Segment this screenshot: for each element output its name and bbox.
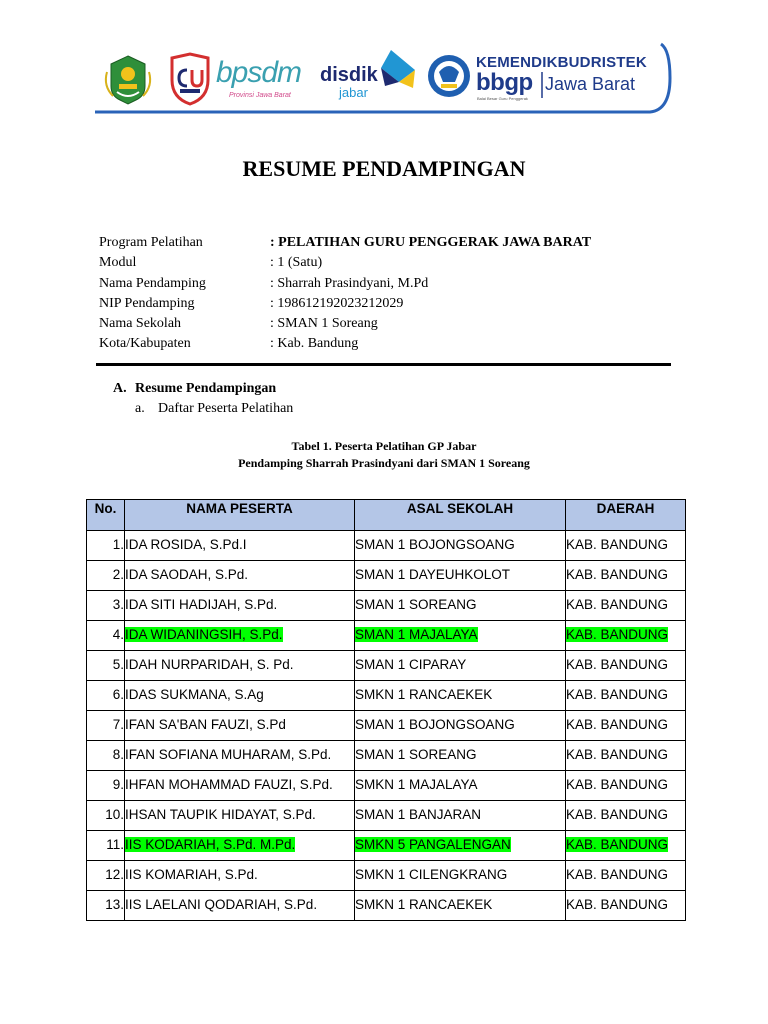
cell-no (87, 861, 125, 891)
table-row (87, 891, 686, 921)
cell-daerah (566, 891, 686, 921)
info-label: Program Pelatihan (99, 235, 203, 250)
cell-nama-text: IDA SITI HADIJAH, S.Pd. (125, 597, 278, 612)
column-header-sekolah: ASAL SEKOLAH (355, 500, 566, 531)
cell-sekolah (355, 711, 566, 741)
cell-nama-text: IDAS SUKMANA, S.Ag (125, 687, 264, 702)
bbgp-region-text: Jawa Barat (545, 74, 636, 94)
cell-no (87, 561, 125, 591)
header-logo-banner (95, 42, 672, 114)
info-value: : 198612192023212029 (270, 295, 404, 311)
cell-no (87, 681, 125, 711)
table-row (87, 561, 686, 591)
cell-daerah (566, 831, 686, 861)
bpsdm-logo-subtext: Provinsi Jawa Barat (229, 92, 291, 99)
cell-no-text: 12. (105, 867, 124, 882)
cell-nama-text: IDA ROSIDA, S.Pd.I (125, 537, 247, 552)
cell-daerah (566, 801, 686, 831)
cell-daerah (566, 531, 686, 561)
cell-no (87, 651, 125, 681)
cell-daerah (566, 711, 686, 741)
cell-daerah-text: KAB. BANDUNG (566, 657, 669, 672)
cell-no (87, 801, 125, 831)
cell-nama (125, 711, 355, 741)
cell-no-text: 9. (112, 777, 124, 792)
cell-nama-text: IDAH NURPARIDAH, S. Pd. (125, 657, 294, 672)
cell-no (87, 591, 125, 621)
table-row (87, 621, 686, 651)
cell-no (87, 711, 125, 741)
cell-no-text: 13. (105, 897, 124, 912)
jawa-barat-crest-icon (106, 56, 150, 104)
cell-no-text: 10. (105, 807, 124, 822)
section-title: Resume Pendampingan (135, 381, 277, 396)
cell-nama (125, 621, 355, 651)
cell-sekolah-text: SMAN 1 BOJONGSOANG (355, 717, 515, 732)
cell-no (87, 741, 125, 771)
cell-sekolah (355, 561, 566, 591)
cell-sekolah (355, 531, 566, 561)
cell-daerah (566, 591, 686, 621)
cell-sekolah (355, 891, 566, 921)
cell-no (87, 891, 125, 921)
cell-sekolah (355, 591, 566, 621)
cell-nama-text: IIS KODARIAH, S.Pd. M.Pd. (125, 837, 296, 852)
cell-nama (125, 561, 355, 591)
cell-no-text: 6. (112, 687, 124, 702)
cell-daerah (566, 621, 686, 651)
cell-sekolah (355, 771, 566, 801)
cell-daerah-text: KAB. BANDUNG (566, 747, 669, 762)
cell-no-text: 7. (112, 717, 124, 732)
cell-no (87, 531, 125, 561)
cell-no-text: 11. (106, 837, 124, 852)
cell-sekolah (355, 651, 566, 681)
bbgp-logo-text: bbgp (476, 69, 533, 96)
bpsdm-logo-text: bpsdm (216, 56, 302, 89)
cell-nama-text: IDA WIDANINGSIH, S.Pd. (125, 627, 283, 642)
tut-wuri-handayani-icon (428, 55, 470, 97)
cell-sekolah-text: SMKN 1 RANCAEKEK (355, 687, 493, 702)
cell-daerah (566, 861, 686, 891)
cell-no-text: 2. (112, 567, 124, 582)
cell-nama (125, 531, 355, 561)
disdik-logo-subtext: jabar (339, 85, 368, 100)
info-label: Nama Pendamping (99, 275, 206, 291)
table-body (87, 531, 686, 921)
cell-nama (125, 741, 355, 771)
table-row (87, 861, 686, 891)
info-label: Kota/Kabupaten (99, 336, 191, 352)
cell-nama-text: IHFAN MOHAMMAD FAUZI, S.Pd. (125, 777, 333, 792)
cell-daerah-text: KAB. BANDUNG (566, 807, 669, 822)
cell-daerah-text: KAB. BANDUNG (566, 777, 669, 792)
participants-table (86, 499, 686, 921)
table-row (87, 681, 686, 711)
cell-no-text: 1. (112, 537, 124, 552)
cell-sekolah (355, 801, 566, 831)
cell-daerah (566, 771, 686, 801)
table-row (87, 801, 686, 831)
cell-sekolah-text: SMAN 1 MAJALAYA (355, 627, 478, 642)
table-row (87, 531, 686, 561)
cell-nama (125, 651, 355, 681)
cell-sekolah (355, 741, 566, 771)
cell-nama (125, 771, 355, 801)
subsection-heading (135, 401, 293, 417)
disdik-logo-text: disdik (320, 64, 378, 86)
cell-daerah (566, 681, 686, 711)
cell-sekolah-text: SMKN 1 CILENGKRANG (355, 867, 508, 882)
cell-daerah-text: KAB. BANDUNG (566, 837, 669, 852)
info-value: : SMAN 1 Soreang (270, 316, 378, 332)
cu-shield-icon (172, 54, 208, 104)
table-row (87, 771, 686, 801)
table-row (87, 651, 686, 681)
table-row (87, 741, 686, 771)
cell-daerah-text: KAB. BANDUNG (566, 897, 669, 912)
info-label: NIP Pendamping (99, 295, 195, 311)
cell-nama-text: IIS LAELANI QODARIAH, S.Pd. (125, 897, 318, 912)
info-label: Nama Sekolah (99, 316, 182, 332)
document-title: RESUME PENDAMPINGAN (242, 156, 526, 181)
table-caption-subtitle: Pendamping Sharrah Prasindyani dari SMAN 1 Soreang (238, 456, 530, 470)
cell-no-text: 3. (112, 597, 124, 612)
info-divider (96, 363, 671, 366)
cell-daerah (566, 741, 686, 771)
cell-sekolah (355, 861, 566, 891)
info-value: : PELATIHAN GURU PENGGERAK JAWA BARAT (270, 235, 592, 250)
column-header-no: No. (87, 500, 125, 531)
cell-sekolah (355, 681, 566, 711)
cell-sekolah-text: SMKN 5 PANGALENGAN (355, 837, 511, 852)
info-value: : 1 (Satu) (270, 255, 323, 271)
cell-nama-text: IFAN SOFIANA MUHARAM, S.Pd. (125, 747, 332, 762)
cell-no-text: 8. (112, 747, 124, 762)
cell-sekolah-text: SMKN 1 MAJALAYA (355, 777, 478, 792)
cell-nama (125, 681, 355, 711)
cell-nama (125, 861, 355, 891)
table-row (87, 591, 686, 621)
cell-daerah-text: KAB. BANDUNG (566, 867, 669, 882)
cell-daerah-text: KAB. BANDUNG (566, 597, 669, 612)
disdik-jabar-logo (381, 50, 415, 88)
section-marker: A. (113, 381, 127, 396)
table-row (87, 831, 686, 861)
cell-sekolah-text: SMAN 1 SOREANG (355, 747, 477, 762)
cell-sekolah (355, 621, 566, 651)
cell-no-text: 5. (112, 657, 124, 672)
column-header-nama: NAMA PESERTA (125, 500, 355, 531)
table-row (87, 711, 686, 741)
cell-no (87, 771, 125, 801)
cell-no (87, 831, 125, 861)
subsection-title: Daftar Peserta Pelatihan (158, 401, 294, 416)
section-heading (113, 381, 276, 397)
cell-daerah (566, 561, 686, 591)
cell-nama (125, 891, 355, 921)
cell-daerah-text: KAB. BANDUNG (566, 627, 669, 642)
cell-nama-text: IIS KOMARIAH, S.Pd. (125, 867, 258, 882)
cell-sekolah-text: SMAN 1 SOREANG (355, 597, 477, 612)
cell-daerah-text: KAB. BANDUNG (566, 537, 669, 552)
cell-daerah (566, 651, 686, 681)
table-header-row (87, 500, 686, 531)
cell-sekolah-text: SMAN 1 CIPARAY (355, 657, 467, 672)
info-value: : Kab. Bandung (270, 336, 359, 352)
cell-sekolah-text: SMAN 1 DAYEUHKOLOT (355, 567, 511, 582)
cell-no-text: 4. (112, 627, 124, 642)
cell-nama-text: IHSAN TAUPIK HIDAYAT, S.Pd. (125, 807, 316, 822)
cell-daerah-text: KAB. BANDUNG (566, 567, 669, 582)
cell-nama-text: IFAN SA'BAN FAUZI, S.Pd (125, 717, 286, 732)
bbgp-logo-subtext: Balai Besar Guru Penggerak (477, 96, 528, 101)
cell-nama (125, 591, 355, 621)
cell-no (87, 621, 125, 651)
info-value: : Sharrah Prasindyani, M.Pd (270, 275, 429, 291)
cell-nama (125, 801, 355, 831)
cell-nama-text: IDA SAODAH, S.Pd. (125, 567, 249, 582)
cell-sekolah-text: SMAN 1 BANJARAN (355, 807, 482, 822)
cell-sekolah-text: SMKN 1 RANCAEKEK (355, 897, 493, 912)
cell-sekolah (355, 831, 566, 861)
column-header-daerah: DAERAH (566, 500, 686, 531)
kemendikbudristek-logo-text: KEMENDIKBUDRISTEK (476, 54, 647, 71)
subsection-marker: a. (135, 401, 145, 416)
cell-daerah-text: KAB. BANDUNG (566, 687, 669, 702)
cell-sekolah-text: SMAN 1 BOJONGSOANG (355, 537, 515, 552)
table-caption-title: Tabel 1. Peserta Pelatihan GP Jabar (291, 439, 477, 453)
cell-nama (125, 831, 355, 861)
info-label: Modul (99, 255, 137, 271)
cell-daerah-text: KAB. BANDUNG (566, 717, 669, 732)
